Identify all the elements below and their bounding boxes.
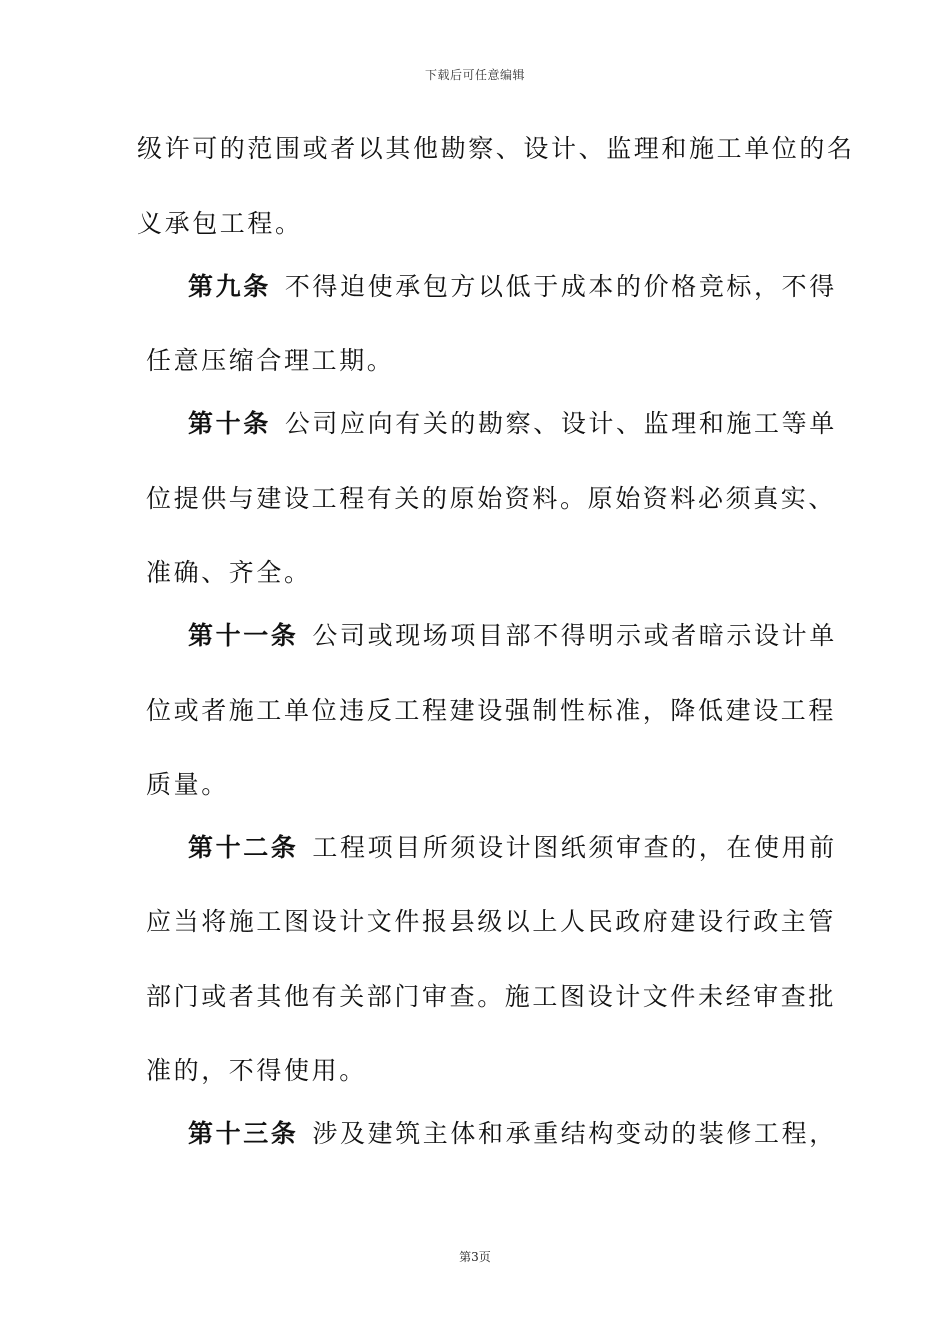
body-line: 准的，不得使用。: [146, 1056, 367, 1085]
body-line: 质量。: [146, 770, 229, 799]
article-number: 第九条: [188, 272, 271, 301]
article-12: [188, 833, 837, 863]
article-text: 工程项目所须设计图纸须审查的，在使用前: [312, 833, 837, 862]
article-13: [188, 1119, 837, 1149]
article-number: 第十二条: [188, 833, 299, 862]
body-line: 应当将施工图设计文件报县级以上人民政府建设行政主管: [146, 907, 837, 936]
article-number: 第十条: [188, 409, 271, 438]
article-11: [188, 621, 837, 651]
article-text: 涉及建筑主体和承重结构变动的装修工程，: [312, 1119, 837, 1148]
page-header: 下载后可任意编辑: [424, 68, 525, 82]
body-line: 位或者施工单位违反工程建设强制性标准，降低建设工程: [146, 696, 837, 725]
body-line: 部门或者其他有关部门审查。施工图设计文件未经审查批: [146, 982, 837, 1011]
body-line: 任意压缩合理工期。: [146, 346, 395, 375]
article-9: [188, 272, 837, 302]
article-text: 公司或现场项目部不得明示或者暗示设计单: [312, 621, 837, 650]
article-text: 不得迫使承包方以低于成本的价格竞标，不得: [284, 272, 837, 301]
body-line: 位提供与建设工程有关的原始资料。原始资料必须真实、: [146, 484, 837, 513]
body-line: 准确、齐全。: [146, 558, 312, 587]
article-10: [188, 409, 837, 439]
page-number: 第3页: [459, 1250, 491, 1264]
article-number: 第十一条: [188, 621, 299, 650]
body-line: 义承包工程。: [137, 209, 303, 238]
article-number: 第十三条: [188, 1119, 299, 1148]
body-line: 级许可的范围或者以其他勘察、设计、监理和施工单位的名: [137, 134, 855, 163]
article-text: 公司应向有关的勘察、设计、监理和施工等单: [284, 409, 837, 438]
